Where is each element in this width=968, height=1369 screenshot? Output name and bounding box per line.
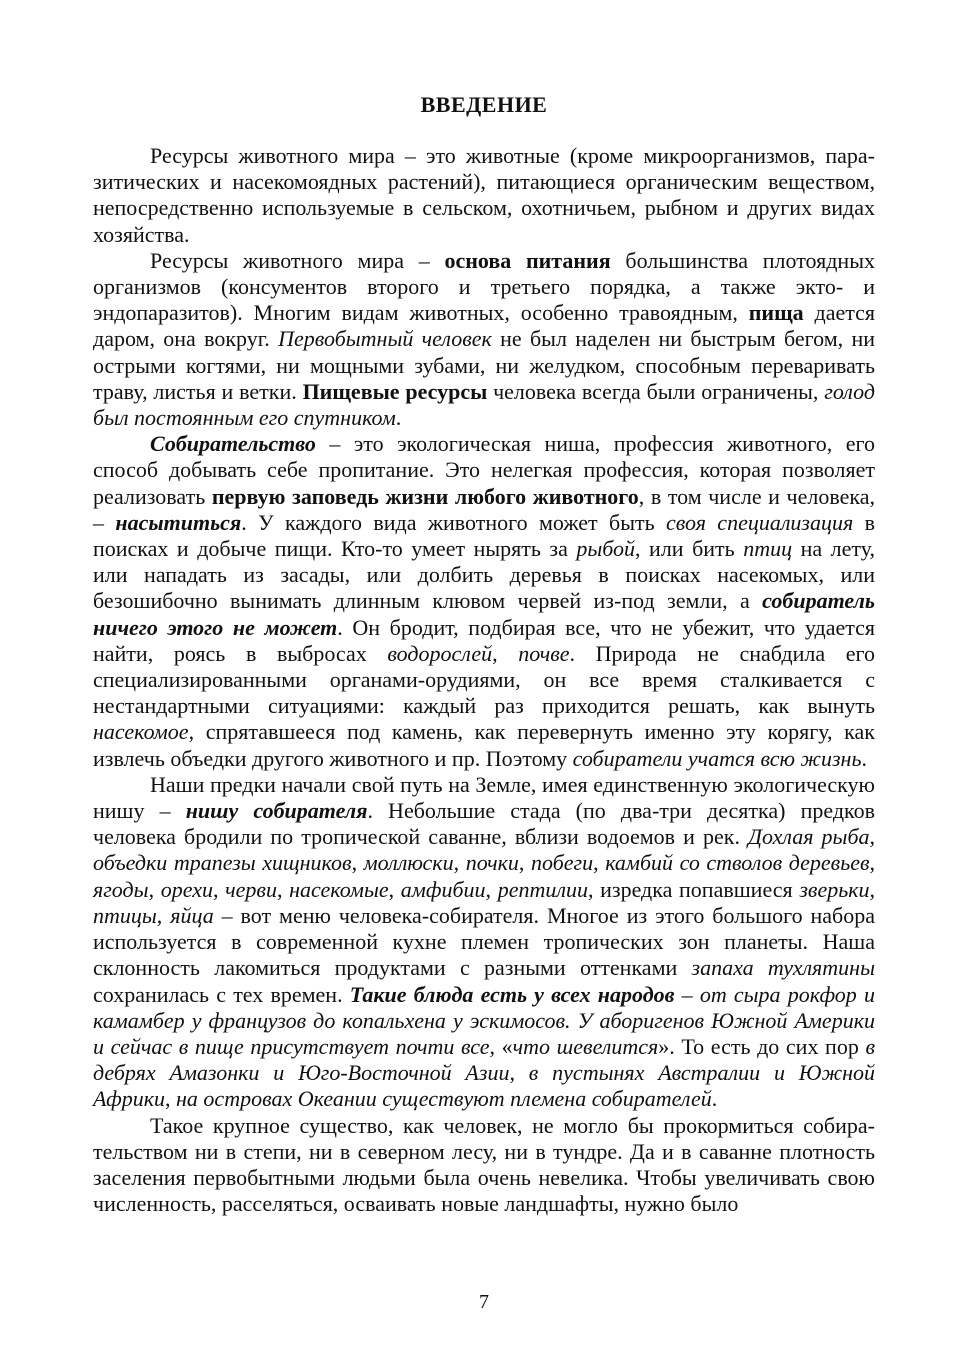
text-run: человека всегда были ограничены, xyxy=(487,378,825,404)
text-run: , xyxy=(869,850,876,876)
text-run: рыбой xyxy=(576,536,636,562)
text-run: насытиться xyxy=(115,509,242,535)
text-run: Ресурсы животного мира – это животные (кроме микроорганизмов, паразитических и насекомоядных растений), питающиеся органическим веществом, непосредственно используемые в сельском, охотничьем, рыбном и других видах хозяйства. xyxy=(93,143,875,247)
text-run: Пищевые ресурсы xyxy=(302,378,488,404)
text-run: большинства плотоядных организмов (консументов второго и третьего порядка, а также экто- и эндопаразитов). Многим видам животных, особенно травоядным, xyxy=(93,247,875,326)
text-run: . xyxy=(711,1086,718,1112)
text-run: побеги xyxy=(530,850,594,876)
text-run: насекомое xyxy=(93,719,189,745)
text-run: , xyxy=(869,876,876,902)
text-run: ». То есть до сих пор xyxy=(658,1033,866,1059)
text-run: Такие блюда есть у всех народов xyxy=(349,981,675,1007)
text-run: , xyxy=(212,876,226,902)
text-run: . У каждого вида животного может быть xyxy=(241,509,666,535)
text-run: что шевелится xyxy=(512,1033,659,1059)
text-run: Такое крупное существо, как человек, не могло бы прокормиться собирательством ни в степи, ни в северном лесу, ни в тундре. Да и в саванне плотность заселения первобытными людьми была очень невелика. Чтобы увеличивать свою численность, расселяться, осваивать новые ландшафты, нужно было xyxy=(93,1112,875,1217)
text-run: . Небольшие стада (по два-три десятка) предков человека бродили по тропической саванне, вблизи водоемов и рек. xyxy=(93,798,875,850)
text-run: в пустынях Австралии и Южной Африки xyxy=(93,1060,876,1112)
text-run: , изредка попавшиеся xyxy=(587,876,800,902)
text-run: , xyxy=(148,876,161,902)
text-run: на лету, или нападать из засады, или долбить деревья в поисках насекомых, или безошибочно вынимать длинным клювом червей из-под земли, а xyxy=(93,536,876,614)
text-run: , xyxy=(492,640,519,666)
text-run: камбий со стволов деревьев xyxy=(605,850,870,876)
text-run: . Он бродит, подбирая все, что не убежит, что удается найти, роясь в выбросах xyxy=(93,614,875,666)
text-run: , xyxy=(388,876,401,902)
paragraph xyxy=(93,248,875,431)
text-run: , « xyxy=(489,1033,513,1059)
text-run: основа питания xyxy=(444,247,611,273)
text-run: . xyxy=(861,745,867,771)
text-run: первую заповедь жизни любого животного xyxy=(211,483,639,509)
text-run: пища xyxy=(748,300,804,326)
text-run: объедки трапезы хищников xyxy=(93,850,352,876)
page-number: 7 xyxy=(479,1291,489,1313)
paragraph xyxy=(93,1113,875,1218)
text-run: – это экологическая ниша, профессия животного, его способ добывать себе пропитание. Это нелегкая профессия, которая позволяет реализовать xyxy=(93,431,875,509)
page-title: ВВЕДЕНИЕ xyxy=(420,92,548,117)
text-run: не был наделен ни быстрым бегом, ни острыми когтями, ни мощными зубами, ни желудком, способным переваривать траву, листья и ветки. xyxy=(93,326,875,404)
text-run: птиц xyxy=(743,536,793,562)
text-run: голод был постоянным его спутником xyxy=(93,378,875,431)
text-run: орехи xyxy=(160,876,213,902)
text-run: собиратели учатся всю жизнь xyxy=(572,745,862,771)
text-run: почве xyxy=(518,640,570,666)
text-run: почки xyxy=(465,850,519,876)
text-run: ягоды xyxy=(93,876,149,902)
text-run: собиратель ничего этого не может xyxy=(93,588,875,640)
text-run: Первобытный человек xyxy=(278,326,492,352)
text-run: . Природа не снабдила его специализированными органами-орудиями, он все время сталкивается с нестандартными ситуациями: каждый раз приходится решать, как вынуть xyxy=(93,640,876,719)
text-run: птицы xyxy=(93,902,157,928)
text-run: , xyxy=(518,850,531,876)
text-run: Наши предки начали свой путь на Земле, имея единственную экологическую нишу – xyxy=(93,771,875,824)
text-run: насекомые xyxy=(289,876,389,902)
text-run: , xyxy=(276,876,290,902)
text-run: – xyxy=(674,981,700,1007)
text-run: от сыра рокфор и камамбер у французов до копальхена у эскимосов. У аборигенов Южной Америки и сейчас в пище присутствует почти все xyxy=(93,981,875,1059)
text-run: черви xyxy=(225,876,277,902)
text-run: . xyxy=(395,405,402,431)
text-run: сохранилась с тех времен. xyxy=(93,981,350,1007)
text-run: Собирательство xyxy=(150,431,316,457)
text-run: , спрятавшееся под камень, как перевернуть именно эту корягу, как извлечь объедки другого животного и пр. Поэтому xyxy=(93,719,875,771)
paragraph xyxy=(93,143,875,248)
text-run: , xyxy=(351,850,364,876)
text-run: Ресурсы животного мира – xyxy=(150,247,445,273)
text-run: – вот меню человека-собирателя. Многое из этого большого набора используется в современной кухне племен тропических зон планеты. Наша склонность лакомиться продуктами с разными оттенками xyxy=(93,902,876,981)
body-text xyxy=(93,143,875,1217)
text-run: , xyxy=(869,824,876,850)
text-run: яйца xyxy=(170,902,214,928)
text-run: рептилии xyxy=(497,876,588,902)
text-run: в дебрях Амазонки и Юго-Восточной Азии xyxy=(93,1033,875,1086)
text-run: , xyxy=(593,850,606,876)
paragraph xyxy=(93,431,875,772)
text-run: зверьки xyxy=(799,876,870,902)
text-run: запаха тухлятины xyxy=(691,955,875,981)
text-run: дается даром, она вокруг. xyxy=(93,300,875,352)
paragraph xyxy=(93,772,875,1113)
text-run: водорослей xyxy=(387,640,493,666)
text-run: Дохлая рыба xyxy=(748,824,870,850)
text-run: , xyxy=(509,1060,529,1086)
text-run: амфибии xyxy=(400,876,486,902)
text-run: в поисках и добыче пищи. Кто-то умеет нырять за xyxy=(93,509,875,562)
text-run: , xyxy=(165,1086,177,1112)
text-run: , xyxy=(485,876,498,902)
text-run: , xyxy=(453,850,466,876)
text-run: нишу собирателя xyxy=(185,798,368,824)
text-run: , в том числе и человека, – xyxy=(93,483,875,535)
text-run: , xyxy=(156,902,171,928)
text-run: на островах Океании существуют племена собирателей xyxy=(176,1086,712,1112)
text-run: моллюски xyxy=(363,850,454,876)
text-run: , или бить xyxy=(635,536,744,562)
text-run: своя специализация xyxy=(665,509,854,535)
